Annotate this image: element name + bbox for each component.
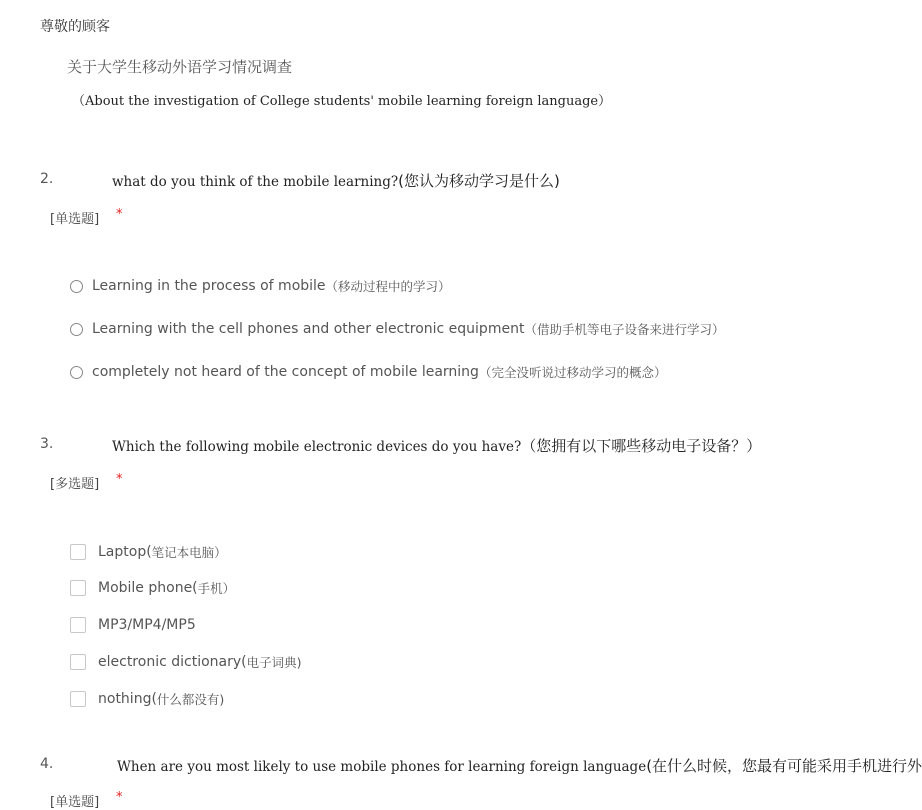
radio-option[interactable]: [70, 319, 724, 339]
option-label-cn: （完全没听说过移动学习的概念）: [478, 365, 667, 380]
question-title-cn: （您拥有以下哪些移动电子设备？）: [521, 437, 762, 455]
question-title-cn: (您认为移动学习是什么): [398, 172, 560, 190]
question-number: 2.: [40, 171, 54, 187]
radio-option[interactable]: [70, 362, 666, 382]
question-type-badge: [单选题]: [50, 795, 100, 810]
option-label-cn: 笔记本电脑）: [151, 545, 227, 560]
question-title: [117, 755, 922, 776]
checkbox[interactable]: [70, 617, 86, 633]
checkbox-option[interactable]: [70, 652, 302, 672]
checkbox[interactable]: [70, 580, 86, 596]
radio-option[interactable]: [70, 276, 451, 296]
survey-title: 关于大学生移动外语学习情况调查: [67, 58, 293, 76]
option-label-en: MP3/MP4/MP5: [98, 617, 196, 633]
checkbox-option[interactable]: [70, 689, 224, 709]
option-label-cn: （移动过程中的学习）: [325, 279, 451, 294]
radio-button[interactable]: [70, 366, 83, 379]
option-label-en: Laptop(: [98, 544, 152, 560]
question-number: 4.: [40, 756, 54, 772]
option-label-en: Learning with the cell phones and other electronic equipment: [92, 321, 525, 337]
required-marker: *: [116, 790, 123, 805]
checkbox-option[interactable]: [70, 615, 196, 635]
required-marker: *: [116, 207, 123, 222]
checkbox-option[interactable]: [70, 542, 227, 562]
required-marker: *: [116, 472, 123, 487]
option-label-en: completely not heard of the concept of mobile learning: [92, 364, 479, 380]
question-title: [112, 170, 560, 191]
option-label-en: Mobile phone(: [98, 580, 198, 596]
option-label-cn: 手机）: [197, 581, 236, 596]
question-title-cn: (在什么时候，您最有可能采用手机进行外: [646, 757, 922, 775]
option-label-cn: 什么都没有): [156, 692, 225, 707]
checkbox-option[interactable]: [70, 578, 235, 598]
checkbox[interactable]: [70, 691, 86, 707]
survey-subtitle: （About the investigation of College students' mobile learning foreign language）: [72, 94, 612, 109]
option-label-cn: （借助手机等电子设备来进行学习）: [524, 322, 725, 337]
option-label-en: electronic dictionary(: [98, 654, 247, 670]
question-type-badge: [单选题]: [50, 212, 100, 227]
question-title-en: what do you think of the mobile learning?: [112, 174, 399, 190]
question-title-en: Which the following mobile electronic devices do you have?: [112, 439, 522, 455]
greeting: 尊敬的顾客: [40, 19, 110, 35]
question-title-en: When are you most likely to use mobile phones for learning foreign language: [117, 759, 647, 775]
radio-button[interactable]: [70, 280, 83, 293]
question-type-badge: [多选题]: [50, 477, 100, 492]
checkbox[interactable]: [70, 654, 86, 670]
option-label-en: Learning in the process of mobile: [92, 278, 326, 294]
checkbox[interactable]: [70, 544, 86, 560]
question-number: 3.: [40, 436, 54, 452]
option-label-cn: 电子词典): [246, 655, 302, 670]
radio-button[interactable]: [70, 323, 83, 336]
option-label-en: nothing(: [98, 691, 157, 707]
question-title: [112, 435, 761, 456]
